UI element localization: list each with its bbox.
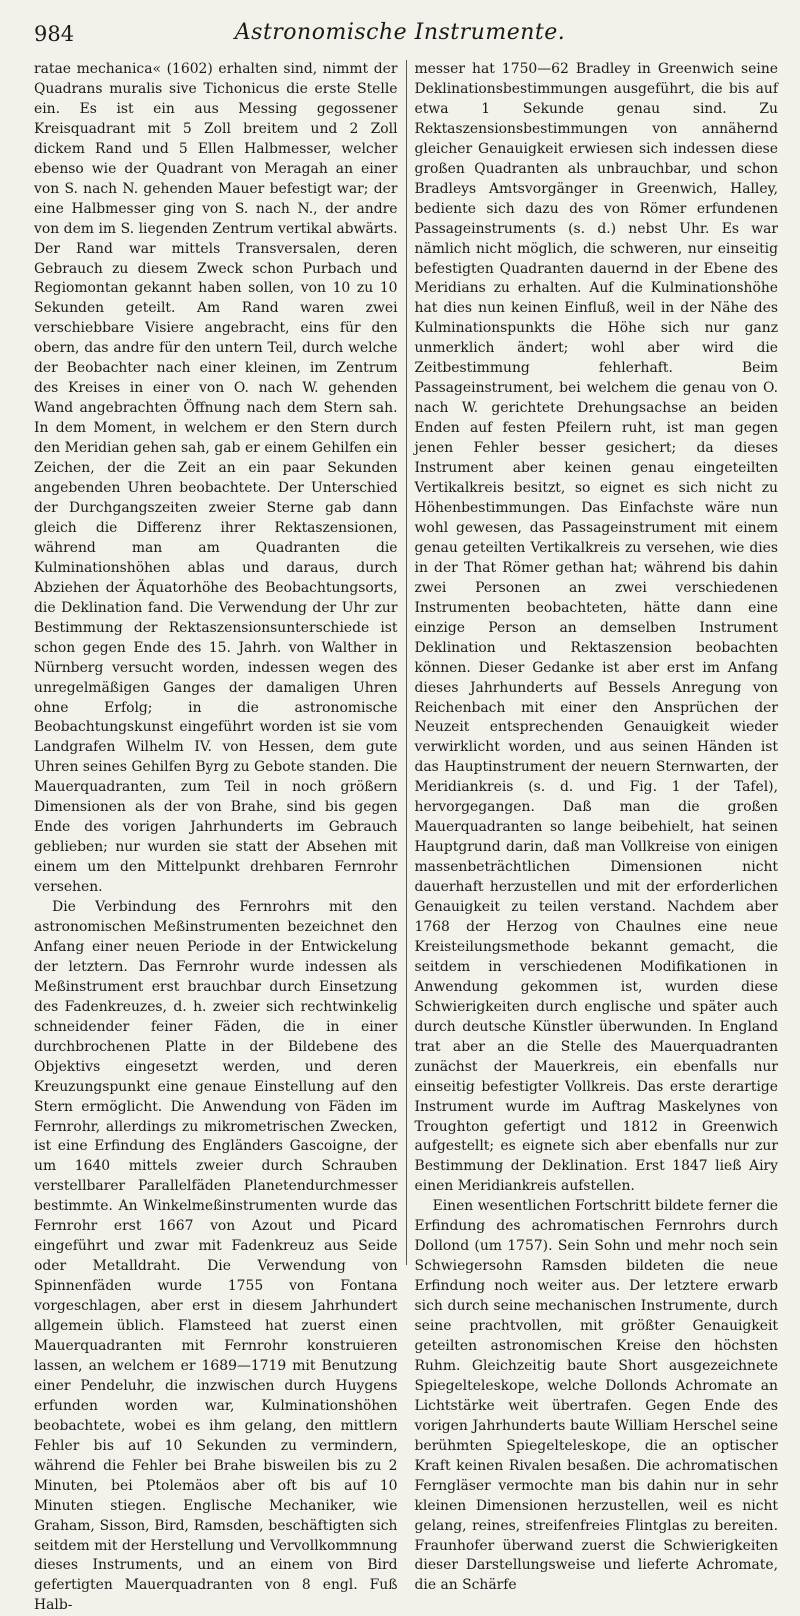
column-divider xyxy=(406,60,407,1265)
paragraph: Einen wesentlichen Fortschritt bildete ferner die Erfindung des achromatischen Fernrohrs durch Dollond (um 1757). Sein Sohn und mehr noch sein Schwiegersohn Ramsden bildeten die neue Erfindung noch weiter aus. Der letztere erwarb sich durch seine mechanischen Instrumente, durch seine prachtvollen, mit größter Genauigkeit geteilten astronomischen Kreise den höchsten Ruhm. Gleichzeitig baute Short ausgezeichnete Spiegelteleskope, welche Dollonds Achromate an Lichtstärke weit übertrafen. Gegen Ende des vorigen Jahrhunderts baute William Herschel seine berühmten Spiegelteleskope, die an optischer Kraft keinen Rivalen besaßen. Die achromatischen Ferngläser vermochte man bis dahin nur in sehr kleinen Dimensionen herzustellen, weil es nicht gelang, reines, streifenfreies Flintglas zu bereiten. Fraunhofer überwand zuerst die Schwierigkeiten dieser Darstellungsweise und lieferte Achromate, die an Schärfe xyxy=(414,1198,779,1594)
paragraph: Die Verbindung des Fernrohrs mit den astronomischen Meßinstrumenten bezeichnet den Anfang einer neuen Periode in der Entwickelung der letztern. Das Fernrohr wurde indessen als Meßinstrument erst brauchbar durch Einsetzung des Fadenkreuzes, d. h. zweier sich rechtwinkelig schneidender feiner Fäden, die in einer durchbrochenen Platte in der Bildebene des Objektivs eingesetzt werden, und deren Kreuzungspunkt eine genaue Einstellung auf den Stern ermöglicht. Die Anwendung von Fäden im Fernrohr, allerdings zu mikrometrischen Zwecken, ist eine Erfindung des Engländers Gascoigne, der um 1640 mittels zweier durch Schrauben verstellbarer Parallelfäden Planetendurchmesser bestimmte. An Winkelmeßinstrumenten wurde das Fernrohr erst 1667 von Azout und Picard eingeführt und zwar mit Fadenkreuz aus Seide oder Metalldraht. Die Verwendung von Spinnenfäden wurde 1755 von Fontana vorgeschlagen, aber erst in diesem Jahrhundert allgemein üblich. Flamsteed hat zuerst einen Mauerquadranten mit Fernrohr konstruieren lassen, an welchem er 1689—1719 mit Benutzung einer Pendeluhr, die inzwischen durch Huygens erfunden worden war, Kulminationshöhen beobachtete, wobei es ihm gelang, den mittlern Fehler bis auf 10 Sekunden zu vermindern, während die Fehler bei Brahe bisweilen bis zu 2 Minuten, bei Ptolemäos aber oft bis auf 10 Minuten stiegen. Englische Mechaniker, wie Graham, Sisson, Bird, Ramsden, beschäftigten sich seitdem mit der Herstellung und Vervollkommnung dieses Instruments, und an einem von Bird gefertigten Mauerquadranten von 8 engl. Fuß Halb- xyxy=(34,899,398,1614)
paragraph: ratae mechanica« (1602) erhalten sind, nimmt der Quadrans muralis sive Tichonicus die erste Stelle ein. Es ist ein aus Messing gegossener Kreisquadrant mit 5 Zoll breitem und 2 Zoll dickem Rand und 5 Ellen Halbmesser, welcher ebenso wie der Quadrant von Meragah an einer von S. nach N. gehenden Mauer befestigt war; der eine Halbmesser ging von S. nach N., der andre von dem im S. liegenden Zentrum vertikal abwärts. Der Rand war mittels Transversalen, deren Gebrauch zu diesem Zweck schon Purbach und Regiomontan gekannt haben sollen, von 10 zu 10 Sekunden geteilt. Am Rand waren zwei verschiebbare Visiere angebracht, eins für den obern, das andre für den untern Teil, durch welche der Beobachter nach einer kleinen, im Zentrum des Kreises in einer von O. nach W. gehenden Wand angebrachten Öffnung nach dem Stern sah. In dem Moment, in welchem er den Stern durch den Meridian gehen sah, gab er einem Gehilfen ein Zeichen, der die Zeit an ein paar Sekunden angebenden Uhren beobachtete. Der Unterschied der Durchgangszeiten zweier Sterne gab dann gleich die Differenz ihrer Rektaszensionen, während man am Quadranten die Kulminationshöhen ablas und daraus, durch Abziehen der Äquatorhöhe des Beobachtungsorts, die Deklination fand. Die Verwendung der Uhr zur Bestimmung der Rektaszensionsunterschiede ist schon gegen Ende des 15. Jahrh. von Walther in Nürnberg versucht worden, indessen wegen des unregelmäßigen Ganges der damaligen Uhren ohne Erfolg; in die astronomische Beobachtungskunst eingeführt worden ist sie vom Landgrafen Wilhelm IV. von Hessen, dem gute Uhren seines Gehilfen Byrg zu Gebote standen. Die Mauerquadranten, zum Teil in noch größern Dimensionen als der von Brahe, sind bis gegen Ende des vorigen Jahrhunderts im Gebrauch geblieben; nur wurden sie statt der Absehen mit einem um den Mittelpunkt drehbaren Fernrohr versehen. xyxy=(34,61,398,896)
running-title: Astronomische Instrumente. xyxy=(234,20,566,45)
page-number: 984 xyxy=(34,22,75,46)
page-header xyxy=(22,18,778,52)
left-column xyxy=(34,60,398,1614)
text-columns xyxy=(34,60,779,1614)
paragraph: messer hat 1750—62 Bradley in Greenwich seine Deklinationsbestimmungen ausgeführt, die bis auf etwa 1 Sekunde genau sind. Zu Rektaszensionsbestimmungen von annähernd gleicher Genauigkeit erwiesen sich indessen diese großen Quadranten als unbrauchbar, und schon Bradleys Amtsvorgänger in Greenwich, Halley, bediente sich dazu des von Römer erfundenen Passageinstruments (s. d.) nebst Uhr. Es war nämlich nicht möglich, die schweren, nur einseitig befestigten Quadranten dauernd in der Ebene des Meridians zu erhalten. Auf die Kulminationshöhe hat dies nun keinen Einfluß, weil in der Nähe des Kulminationspunkts die Höhe sich nur ganz unmerklich ändert; wohl aber wird die Zeitbestimmung fehlerhaft. Beim Passageinstrument, bei welchem die genau von O. nach W. gerichtete Drehungsachse an beiden Enden auf festen Pfeilern ruht, ist man gegen jenen Fehler besser gesichert; da dieses Instrument aber keinen genau eingeteilten Vertikalkreis besitzt, so eignet es sich nicht zu Höhenbestimmungen. Das Einfachste wäre nun wohl gewesen, das Passageinstrument mit einem genau geteilten Vertikalkreis zu versehen, wie dies in der That Römer gethan hat; während bis dahin zwei Personen an zwei verschiedenen Instrumenten beobachteten, hätte dann eine einzige Person an demselben Instrument Deklination und Rektaszension beobachten können. Dieser Gedanke ist aber erst im Anfang dieses Jahrhunderts auf Bessels Anregung von Reichenbach mit einer den Ansprüchen der Neuzeit entsprechenden Genauigkeit wieder verwirklicht worden, und aus seinen Händen ist das Hauptinstrument der neuern Sternwarten, der Meridiankreis (s. d. und Fig. 1 der Tafel), hervorgegangen. Daß man die großen Mauerquadranten so lange beibehielt, hat seinen Hauptgrund darin, daß man Vollkreise von einigen massenbeträchtlichen Dimensionen nicht dauerhaft herzustellen und mit der erforderlichen Genauigkeit zu teilen verstand. Nachdem aber 1768 der Herzog von Chaulnes eine neue Kreisteilungsmethode bekannt gemacht, die seitdem in verschiedenen Modifikationen in Anwendung gekommen ist, wurden diese Schwierigkeiten durch englische und später auch durch deutsche Künstler überwunden. In England trat aber an die Stelle des Mauerquadranten zunächst der Mauerkreis, ein ebenfalls nur einseitig befestigter Vollkreis. Das erste derartige Instrument wurde im Auftrag Maskelynes von Troughton gefertigt und 1812 in Greenwich aufgestellt; es eignete sich aber ebenfalls nur zur Bestimmung der Deklination. Erst 1847 ließ Airy einen Meridiankreis aufstellen. xyxy=(414,61,779,1195)
right-column xyxy=(414,60,779,1594)
